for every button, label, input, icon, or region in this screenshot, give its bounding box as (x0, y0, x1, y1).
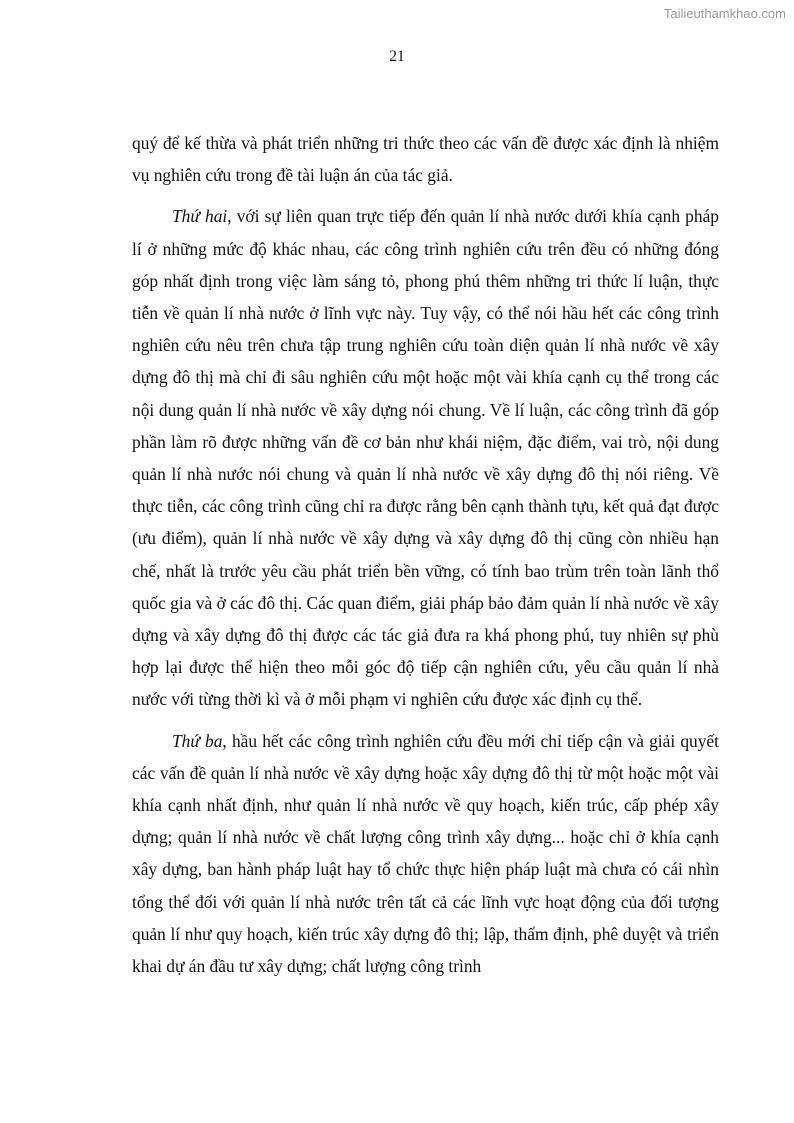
paragraph-1 (132, 127, 719, 191)
paragraph-2-lead: Thứ hai (172, 206, 228, 227)
paragraph-2-text: , với sự liên quan trực tiếp đến quản lí nhà nước dưới khía cạnh pháp lí ở những mức độ khác nhau, các công trình nghiên cứu trên đều có những đóng góp nhất định trong việc làm sáng tỏ, phong phú thêm những tri thức lí luận, thực tiễn về quản lí nhà nước ở lĩnh vực này. Tuy vậy, có thể nói hầu hết các công trình nghiên cứu nêu trên chưa tập trung nghiên cứu toàn diện quản lí nhà nước về xây dựng đô thị mà chỉ đi sâu nghiên cứu một hoặc một vài khía cạnh cụ thể trong các nội dung quản lí nhà nước về xây dựng nói chung. Về lí luận, các công trình đã góp phần làm rõ được những vấn đề cơ bản như khái niệm, đặc điểm, vai trò, nội dung quản lí nhà nước nói chung và quản lí nhà nước về xây dựng đô thị nói riêng. Về thực tiễn, các công trình cũng chỉ ra được rằng bên cạnh thành tựu, kết quả đạt được (ưu điểm), quản lí nhà nước về xây dựng và xây dựng đô thị cũng còn nhiều hạn chế, nhất là trước yêu cầu phát triển bền vững, có tính bao trùm trên toàn lãnh thổ quốc gia và ở các đô thị. Các quan điểm, giải pháp bảo đảm quản lí nhà nước về xây dựng và xây dựng đô thị được các tác giả đưa ra khá phong phú, tuy nhiên sự phù hợp lại được thể hiện theo mỗi góc độ tiếp cận nghiên cứu, yêu cầu quản lí nhà nước với từng thời kì và ở mỗi phạm vi nghiên cứu được xác định cụ thể. (132, 206, 719, 710)
paragraph-3-text: , hầu hết các công trình nghiên cứu đều mới chỉ tiếp cận và giải quyết các vấn đề quản lí nhà nước về xây dựng hoặc xây dựng đô thị từ một hoặc một vài khía cạnh nhất định, như quản lí nhà nước về quy hoạch, kiến trúc, cấp phép xây dựng; quản lí nhà nước về chất lượng công trình xây dựng... hoặc chỉ ở khía cạnh xây dựng, ban hành pháp luật hay tổ chức thực hiện pháp luật mà chưa có cái nhìn tổng thể đối với quản lí nhà nước trên tất cả các lĩnh vực hoạt động của đối tượng quản lí như quy hoạch, kiến trúc xây dựng đô thị; lập, thẩm định, phê duyệt và triển khai dự án đầu tư xây dựng; chất lượng công trình (132, 730, 719, 977)
paragraph-1-text: quý để kế thừa và phát triển những tri thức theo các vấn đề được xác định là nhiệm vụ nghiên cứu trong đề tài luận án của tác giả. (132, 133, 719, 186)
document-body (132, 127, 719, 991)
page-number: 21 (389, 48, 405, 65)
paragraph-3-lead: Thứ ba (172, 730, 223, 751)
paragraph-3 (132, 725, 719, 983)
paragraph-2 (132, 200, 719, 715)
watermark-text: Tailieuthamkhao.com (663, 6, 786, 21)
